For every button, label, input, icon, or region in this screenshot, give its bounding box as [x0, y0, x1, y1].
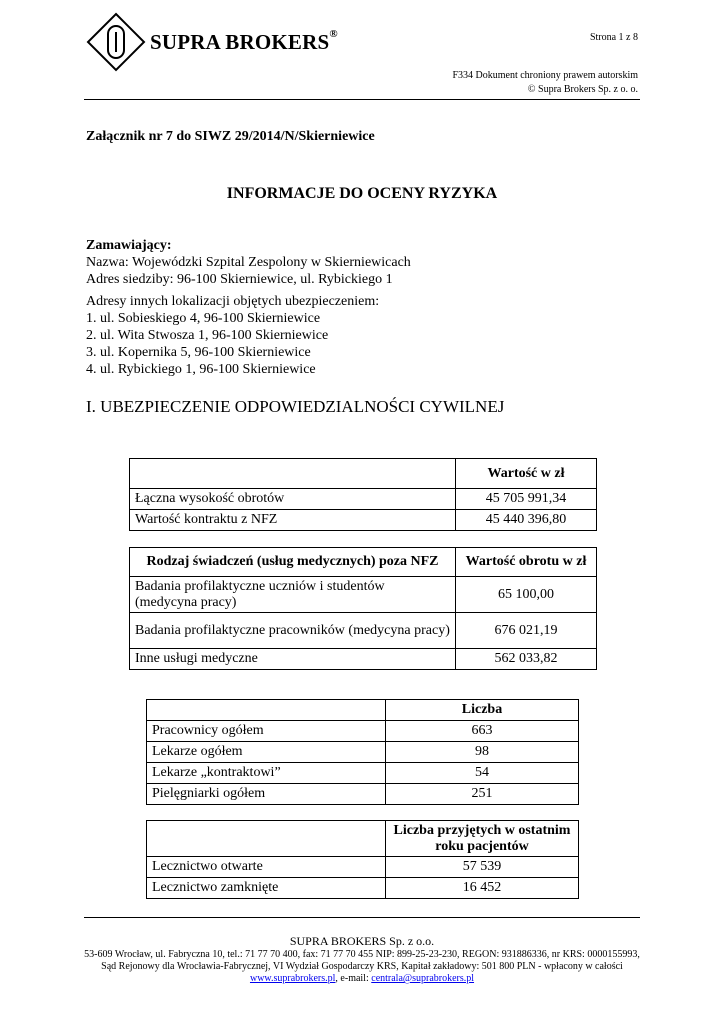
table-cell-label: Lecznictwo otwarte — [147, 857, 386, 878]
table-cell-value: 562 033,82 — [456, 649, 597, 670]
table-row — [147, 857, 579, 878]
table-header-cell: Liczba — [386, 700, 579, 721]
table-header-cell — [147, 821, 386, 857]
footer-contact — [0, 973, 724, 985]
table-row — [147, 742, 579, 763]
table-cell-label: Inne usługi medyczne — [130, 649, 456, 670]
location-item: 3. ul. Kopernika 5, 96-100 Skierniewice — [86, 345, 311, 360]
location-item: 1. ul. Sobieskiego 4, 96-100 Skierniewice — [86, 311, 321, 326]
footer-address: 53-609 Wrocław, ul. Fabryczna 10, tel.: 71 77 70 400, fax: 71 77 70 455 NIP: 899-25-23-230, REGON: 931886336, nr KRS: 0000155993, — [84, 949, 640, 960]
table-cell-value: 676 021,19 — [456, 613, 597, 649]
table-header-cell: Liczba przyjętych w ostatnim roku pacjentów — [386, 821, 579, 857]
table-header-cell: Rodzaj świadczeń (usług medycznych) poza NFZ — [130, 548, 456, 577]
patients-table — [146, 820, 579, 899]
client-address: Adres siedziby: 96-100 Skierniewice, ul. Rybickiego 1 — [86, 272, 393, 287]
table-cell-value: 251 — [386, 784, 579, 805]
table-cell-value: 16 452 — [386, 878, 579, 899]
table-cell-label: Lekarze ogółem — [147, 742, 386, 763]
table-header-cell: Wartość obrotu w zł — [456, 548, 597, 577]
table-row — [130, 649, 597, 670]
annex-reference: Załącznik nr 7 do SIWZ 29/2014/N/Skierniewice — [86, 129, 375, 144]
table-cell-value: 45 705 991,34 — [456, 489, 597, 510]
table-cell-label: Lekarze „kontraktowi” — [147, 763, 386, 784]
brand-name: SUPRA BROKERS® — [150, 28, 338, 54]
location-item: 4. ul. Rybickiego 1, 96-100 Skierniewice — [86, 362, 316, 377]
staff-table — [146, 699, 579, 805]
footer-details — [0, 949, 724, 985]
locations-label: Adresy innych lokalizacji objętych ubezpieczeniem: — [86, 294, 380, 309]
table-cell-label: Pielęgniarki ogółem — [147, 784, 386, 805]
email-link[interactable]: centrala@suprabrokers.pl — [371, 973, 475, 984]
table-header-cell — [147, 700, 386, 721]
table-header-row — [147, 821, 579, 857]
client-label: Zamawiający: — [86, 238, 172, 253]
table-cell-value: 98 — [386, 742, 579, 763]
website-link[interactable]: www.suprabrokers.pl — [249, 973, 336, 984]
table-cell-value: 663 — [386, 721, 579, 742]
turnover-table — [129, 458, 597, 531]
client-name: Nazwa: Wojewódzki Szpital Zespolony w Skierniewicach — [86, 255, 411, 270]
table-row — [130, 489, 597, 510]
table-cell-label: Łączna wysokość obrotów — [130, 489, 456, 510]
table-cell-label: Badania profilaktyczne pracowników (medycyna pracy) — [130, 613, 456, 649]
table-row — [130, 613, 597, 649]
table-row — [147, 721, 579, 742]
location-item: 2. ul. Wita Stwosza 1, 96-100 Skierniewice — [86, 328, 329, 343]
table-cell-label: Lecznictwo zamknięte — [147, 878, 386, 899]
footer-divider — [84, 917, 640, 918]
table-header-cell — [130, 459, 456, 489]
table-cell-value: 65 100,00 — [456, 577, 597, 613]
table-cell-value: 57 539 — [386, 857, 579, 878]
email-label: , e-mail: — [335, 973, 372, 984]
table-header-cell: Wartość w zł — [456, 459, 597, 489]
table-row — [147, 878, 579, 899]
table-row — [147, 763, 579, 784]
page-number: Strona 1 z 8 — [589, 32, 638, 43]
locations-block — [86, 293, 379, 378]
header-divider — [84, 99, 640, 100]
footer-company: SUPRA BROKERS Sp. z o.o. — [289, 934, 435, 948]
copyright-note: F334 Dokument chroniony prawem autorskim © Supra Brokers Sp. z o. o. — [452, 70, 638, 95]
table-header-row — [130, 459, 597, 489]
table-row — [147, 784, 579, 805]
document-title: INFORMACJE DO OCENY RYZYKA — [226, 185, 498, 202]
footer-registry: Sąd Rejonowy dla Wrocławia-Fabrycznej, VI Wydział Gospodarczy KRS, Kapitał zakładowy: 501 800 PLN - wpłacony w całości — [101, 961, 623, 972]
table-cell-label: Badania profilaktyczne uczniów i studentów (medycyna pracy) — [130, 577, 456, 613]
supra-brokers-logo-icon — [86, 12, 146, 72]
table-cell-label: Wartość kontraktu z NFZ — [130, 510, 456, 531]
table-header-row — [130, 548, 597, 577]
table-row — [130, 577, 597, 613]
client-block — [86, 237, 411, 288]
non-nfz-services-table — [129, 547, 597, 670]
table-cell-value: 45 440 396,80 — [456, 510, 597, 531]
table-cell-label: Pracownicy ogółem — [147, 721, 386, 742]
section-heading: I. UBEZPIECZENIE ODPOWIEDZIALNOŚCI CYWILNEJ — [86, 397, 505, 416]
table-cell-value: 54 — [386, 763, 579, 784]
table-header-row — [147, 700, 579, 721]
table-row — [130, 510, 597, 531]
